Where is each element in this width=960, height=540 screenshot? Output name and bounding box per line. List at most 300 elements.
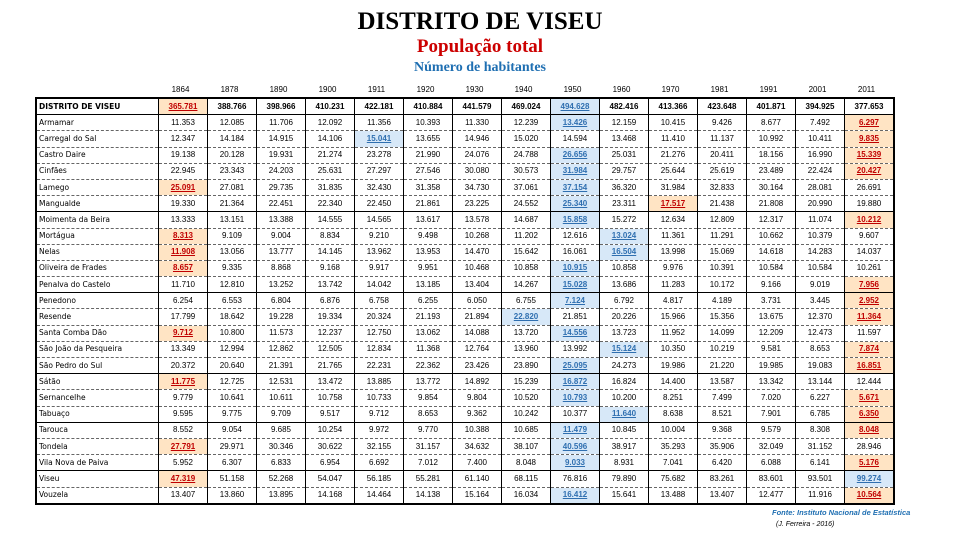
population-cell: 3.445	[796, 293, 845, 309]
population-cell: 9.917	[355, 260, 404, 276]
population-cell: 21.364	[208, 196, 257, 212]
population-cell: 51.158	[208, 471, 257, 487]
population-cell: 14.283	[796, 244, 845, 260]
population-cell: 11.710	[159, 277, 208, 293]
population-cell: 11.353	[159, 115, 208, 131]
population-cell: 10.391	[698, 260, 747, 276]
population-cell: 22.450	[355, 196, 404, 212]
population-cell: 16.034	[502, 487, 551, 504]
population-cell: 25.619	[698, 163, 747, 179]
population-cell: 10.584	[796, 260, 845, 276]
population-cell: 12.209	[747, 325, 796, 341]
municipality-name: Tarouca	[36, 422, 159, 438]
population-cell: 9.976	[649, 260, 698, 276]
municipality-name: Vouzela	[36, 487, 159, 504]
population-cell: 19.138	[159, 147, 208, 163]
population-cell: 8.521	[698, 406, 747, 422]
municipality-name: São João da Pesqueira	[36, 341, 159, 357]
population-cell: 13.333	[159, 212, 208, 228]
table-row	[36, 358, 894, 374]
year-label: 2001	[808, 85, 827, 94]
population-cell: 10.212	[845, 212, 895, 228]
population-cell: 10.004	[649, 422, 698, 438]
population-cell: 13.349	[159, 341, 208, 357]
municipality-name: Moimenta da Beira	[36, 212, 159, 228]
population-cell: 6.954	[306, 455, 355, 471]
population-cell: 38.107	[502, 438, 551, 454]
population-cell: 12.444	[845, 374, 895, 390]
population-cell: 13.388	[257, 212, 306, 228]
population-cell: 8.653	[796, 341, 845, 357]
population-cell: 13.488	[649, 487, 698, 504]
population-cell: 9.581	[747, 341, 796, 357]
population-cell: 13.024	[600, 228, 649, 244]
table-row	[36, 471, 894, 487]
year-label: 1950	[563, 85, 582, 94]
table-row	[36, 390, 894, 406]
population-cell: 13.895	[257, 487, 306, 504]
table-row	[36, 260, 894, 276]
population-cell: 12.317	[747, 212, 796, 228]
table-row	[36, 115, 894, 131]
population-cell: 19.334	[306, 309, 355, 325]
population-cell: 9.210	[355, 228, 404, 244]
population-cell: 28.081	[796, 179, 845, 195]
population-cell: 14.168	[306, 487, 355, 504]
population-cell: 9.595	[159, 406, 208, 422]
population-cell: 11.916	[796, 487, 845, 504]
municipality-name: Resende	[36, 309, 159, 325]
population-cell: 26.691	[845, 179, 895, 195]
population-cell: 15.041	[355, 131, 404, 147]
municipality-name: Penalva do Castelo	[36, 277, 159, 293]
population-cell: 14.555	[306, 212, 355, 228]
population-cell: 11.573	[257, 325, 306, 341]
municipality-name: Penedono	[36, 293, 159, 309]
year-label: 1911	[367, 85, 386, 94]
population-cell: 75.682	[649, 471, 698, 487]
population-cell: 10.219	[698, 341, 747, 357]
population-cell: 410.231	[306, 98, 355, 115]
population-cell: 31.152	[796, 438, 845, 454]
municipality-name: Mangualde	[36, 196, 159, 212]
municipality-name: Cinfães	[36, 163, 159, 179]
population-cell: 9.517	[306, 406, 355, 422]
population-cell: 25.095	[551, 358, 600, 374]
table-row	[36, 455, 894, 471]
population-cell: 15.339	[845, 147, 895, 163]
municipality-name: Tondela	[36, 438, 159, 454]
population-cell: 30.346	[257, 438, 306, 454]
population-cell: 35.293	[649, 438, 698, 454]
population-cell: 34.632	[453, 438, 502, 454]
population-cell: 6.758	[355, 293, 404, 309]
population-cell: 11.952	[649, 325, 698, 341]
population-cell: 9.685	[257, 422, 306, 438]
municipality-name: Sernancelhe	[36, 390, 159, 406]
population-cell: 25.031	[600, 147, 649, 163]
table-row	[36, 309, 894, 325]
population-cell: 377.653	[845, 98, 895, 115]
population-cell: 20.427	[845, 163, 895, 179]
population-cell: 6.785	[796, 406, 845, 422]
population-cell: 12.616	[551, 228, 600, 244]
population-cell: 10.845	[600, 422, 649, 438]
population-cell: 16.851	[845, 358, 895, 374]
population-cell: 19.083	[796, 358, 845, 374]
year-label: 1970	[661, 85, 680, 94]
population-cell: 37.154	[551, 179, 600, 195]
population-cell: 11.202	[502, 228, 551, 244]
population-cell: 15.642	[502, 244, 551, 260]
population-cell: 13.342	[747, 374, 796, 390]
population-cell: 8.868	[257, 260, 306, 276]
population-cell: 5.671	[845, 390, 895, 406]
population-cell: 13.587	[698, 374, 747, 390]
population-cell: 19.228	[257, 309, 306, 325]
table-row	[36, 147, 894, 163]
population-cell: 15.239	[502, 374, 551, 390]
population-cell: 9.335	[208, 260, 257, 276]
population-cell: 29.735	[257, 179, 306, 195]
population-cell: 7.124	[551, 293, 600, 309]
population-cell: 68.115	[502, 471, 551, 487]
population-cell: 13.062	[404, 325, 453, 341]
population-cell: 9.835	[845, 131, 895, 147]
population-cell: 9.166	[747, 277, 796, 293]
population-cell: 21.990	[404, 147, 453, 163]
population-cell: 12.477	[747, 487, 796, 504]
population-cell: 30.573	[502, 163, 551, 179]
population-cell: 13.407	[159, 487, 208, 504]
population-cell: 494.628	[551, 98, 600, 115]
population-cell: 13.953	[404, 244, 453, 260]
population-cell: 14.037	[845, 244, 895, 260]
population-cell: 10.350	[649, 341, 698, 357]
population-cell: 5.176	[845, 455, 895, 471]
population-cell: 19.880	[845, 196, 895, 212]
population-cell: 398.966	[257, 98, 306, 115]
population-cell: 34.730	[453, 179, 502, 195]
population-cell: 20.990	[796, 196, 845, 212]
population-cell: 10.200	[600, 390, 649, 406]
population-cell: 3.731	[747, 293, 796, 309]
population-cell: 9.712	[159, 325, 208, 341]
population-cell: 13.655	[404, 131, 453, 147]
year-label: 1930	[465, 85, 484, 94]
population-cell: 13.468	[600, 131, 649, 147]
population-cell: 7.874	[845, 341, 895, 357]
population-cell: 14.145	[306, 244, 355, 260]
population-cell: 83.261	[698, 471, 747, 487]
population-cell: 22.362	[404, 358, 453, 374]
population-cell: 9.854	[404, 390, 453, 406]
population-cell: 14.106	[306, 131, 355, 147]
population-cell: 36.320	[600, 179, 649, 195]
population-cell: 14.594	[551, 131, 600, 147]
population-cell: 12.834	[355, 341, 404, 357]
population-cell: 12.862	[257, 341, 306, 357]
year-label: 1960	[612, 85, 631, 94]
population-cell: 10.411	[796, 131, 845, 147]
population-cell: 9.426	[698, 115, 747, 131]
population-cell: 10.793	[551, 390, 600, 406]
population-cell: 13.056	[208, 244, 257, 260]
population-cell: 13.723	[600, 325, 649, 341]
population-cell: 6.350	[845, 406, 895, 422]
population-cell: 11.361	[649, 228, 698, 244]
population-cell: 13.860	[208, 487, 257, 504]
population-cell: 30.164	[747, 179, 796, 195]
population-cell: 61.140	[453, 471, 502, 487]
population-cell: 14.556	[551, 325, 600, 341]
population-cell: 22.945	[159, 163, 208, 179]
population-cell: 22.820	[502, 309, 551, 325]
population-cell: 19.330	[159, 196, 208, 212]
population-cell: 21.894	[453, 309, 502, 325]
population-cell: 11.706	[257, 115, 306, 131]
population-cell: 52.268	[257, 471, 306, 487]
population-cell: 7.492	[796, 115, 845, 131]
population-cell: 8.048	[845, 422, 895, 438]
population-cell: 24.788	[502, 147, 551, 163]
municipality-name: Mortágua	[36, 228, 159, 244]
population-cell: 9.004	[257, 228, 306, 244]
population-cell: 9.951	[404, 260, 453, 276]
population-cell: 14.184	[208, 131, 257, 147]
population-cell: 9.019	[796, 277, 845, 293]
population-cell: 12.809	[698, 212, 747, 228]
population-cell: 9.770	[404, 422, 453, 438]
population-cell: 365.781	[159, 98, 208, 115]
population-cell: 10.641	[208, 390, 257, 406]
population-cell: 30.622	[306, 438, 355, 454]
population-cell: 8.677	[747, 115, 796, 131]
population-cell: 15.356	[698, 309, 747, 325]
population-cell: 31.984	[551, 163, 600, 179]
population-cell: 47.319	[159, 471, 208, 487]
population-cell: 4.189	[698, 293, 747, 309]
population-cell: 18.156	[747, 147, 796, 163]
population-cell: 9.109	[208, 228, 257, 244]
population-cell: 6.227	[796, 390, 845, 406]
population-cell: 40.596	[551, 438, 600, 454]
population-cell: 29.971	[208, 438, 257, 454]
population-cell: 22.231	[355, 358, 404, 374]
population-cell: 13.407	[698, 487, 747, 504]
population-cell: 11.410	[649, 131, 698, 147]
population-cell: 10.379	[796, 228, 845, 244]
population-cell: 469.024	[502, 98, 551, 115]
population-cell: 10.393	[404, 115, 453, 131]
municipality-name: Oliveira de Frades	[36, 260, 159, 276]
population-cell: 31.984	[649, 179, 698, 195]
population-cell: 25.644	[649, 163, 698, 179]
population-cell: 4.817	[649, 293, 698, 309]
population-cell: 12.347	[159, 131, 208, 147]
population-cell: 27.791	[159, 438, 208, 454]
population-cell: 21.274	[306, 147, 355, 163]
municipality-name: Carregal do Sal	[36, 131, 159, 147]
population-cell: 10.611	[257, 390, 306, 406]
population-cell: 10.172	[698, 277, 747, 293]
population-cell: 13.426	[551, 115, 600, 131]
population-cell: 10.992	[747, 131, 796, 147]
population-cell: 25.340	[551, 196, 600, 212]
population-cell: 13.144	[796, 374, 845, 390]
population-cell: 2.952	[845, 293, 895, 309]
population-cell: 10.733	[355, 390, 404, 406]
population-cell: 8.638	[649, 406, 698, 422]
population-cell: 19.931	[257, 147, 306, 163]
population-cell: 10.662	[747, 228, 796, 244]
population-cell: 12.085	[208, 115, 257, 131]
population-cell: 14.138	[404, 487, 453, 504]
municipality-name: Armamar	[36, 115, 159, 131]
population-cell: 15.069	[698, 244, 747, 260]
population-cell: 10.415	[649, 115, 698, 131]
population-cell: 11.775	[159, 374, 208, 390]
population-cell: 482.416	[600, 98, 649, 115]
population-cell: 8.048	[502, 455, 551, 471]
population-cell: 7.400	[453, 455, 502, 471]
population-cell: 16.061	[551, 244, 600, 260]
population-cell: 9.498	[404, 228, 453, 244]
year-label: 1864	[171, 85, 190, 94]
population-cell: 11.640	[600, 406, 649, 422]
page-title: DISTRITO DE VISEU	[357, 8, 603, 35]
population-cell: 23.225	[453, 196, 502, 212]
population-cell: 14.618	[747, 244, 796, 260]
table-row	[36, 374, 894, 390]
population-cell: 31.358	[404, 179, 453, 195]
population-cell: 13.617	[404, 212, 453, 228]
population-cell: 27.546	[404, 163, 453, 179]
population-cell: 6.792	[600, 293, 649, 309]
table-row	[36, 179, 894, 195]
population-cell: 9.779	[159, 390, 208, 406]
population-cell: 6.254	[159, 293, 208, 309]
population-cell: 23.426	[453, 358, 502, 374]
population-cell: 15.124	[600, 341, 649, 357]
population-cell: 20.411	[698, 147, 747, 163]
population-cell: 12.810	[208, 277, 257, 293]
municipality-name: Tabuaço	[36, 406, 159, 422]
population-cell: 8.657	[159, 260, 208, 276]
population-cell: 24.552	[502, 196, 551, 212]
population-cell: 12.994	[208, 341, 257, 357]
population-cell: 10.564	[845, 487, 895, 504]
municipality-name: Sátão	[36, 374, 159, 390]
year-label: 1981	[710, 85, 729, 94]
population-cell: 21.193	[404, 309, 453, 325]
population-cell: 9.607	[845, 228, 895, 244]
population-cell: 423.648	[698, 98, 747, 115]
population-cell: 16.824	[600, 374, 649, 390]
population-cell: 10.468	[453, 260, 502, 276]
population-cell: 13.185	[404, 277, 453, 293]
table-row	[36, 406, 894, 422]
population-cell: 413.366	[649, 98, 698, 115]
population-cell: 11.908	[159, 244, 208, 260]
population-cell: 15.966	[649, 309, 698, 325]
population-cell: 16.504	[600, 244, 649, 260]
population-cell: 12.725	[208, 374, 257, 390]
population-cell: 10.254	[306, 422, 355, 438]
year-label: 1890	[269, 85, 288, 94]
table-row	[36, 163, 894, 179]
population-cell: 10.520	[502, 390, 551, 406]
population-cell: 19.985	[747, 358, 796, 374]
population-cell: 16.990	[796, 147, 845, 163]
population-cell: 23.890	[502, 358, 551, 374]
population-cell: 99.274	[845, 471, 895, 487]
population-cell: 83.601	[747, 471, 796, 487]
population-cell: 23.278	[355, 147, 404, 163]
population-cell: 12.370	[796, 309, 845, 325]
population-cell: 19.986	[649, 358, 698, 374]
population-cell: 7.956	[845, 277, 895, 293]
population-cell: 5.952	[159, 455, 208, 471]
population-cell: 21.391	[257, 358, 306, 374]
table-total-row	[36, 98, 894, 115]
population-cell: 388.766	[208, 98, 257, 115]
table-row	[36, 325, 894, 341]
population-cell: 8.251	[649, 390, 698, 406]
population-cell: 10.242	[502, 406, 551, 422]
population-cell: 15.020	[502, 131, 551, 147]
table-row	[36, 228, 894, 244]
population-cell: 22.451	[257, 196, 306, 212]
population-cell: 13.404	[453, 277, 502, 293]
page-subsubtitle: Número de habitantes	[414, 60, 546, 75]
population-cell: 9.033	[551, 455, 600, 471]
population-cell: 401.871	[747, 98, 796, 115]
population-cell: 17.517	[649, 196, 698, 212]
population-cell: 9.054	[208, 422, 257, 438]
population-cell: 9.368	[698, 422, 747, 438]
population-cell: 13.777	[257, 244, 306, 260]
population-cell: 23.489	[747, 163, 796, 179]
population-cell: 13.998	[649, 244, 698, 260]
population-cell: 14.565	[355, 212, 404, 228]
table-row	[36, 438, 894, 454]
population-cell: 8.931	[600, 455, 649, 471]
year-label: 1900	[318, 85, 337, 94]
population-cell: 7.012	[404, 455, 453, 471]
population-cell: 8.834	[306, 228, 355, 244]
population-cell: 55.281	[404, 471, 453, 487]
table-row	[36, 422, 894, 438]
table-row	[36, 131, 894, 147]
population-cell: 6.804	[257, 293, 306, 309]
population-cell: 11.330	[453, 115, 502, 131]
population-cell: 22.424	[796, 163, 845, 179]
population-cell: 21.851	[551, 309, 600, 325]
municipality-name: São Pedro do Sul	[36, 358, 159, 374]
population-cell: 14.042	[355, 277, 404, 293]
population-cell: 27.297	[355, 163, 404, 179]
population-cell: 10.858	[502, 260, 551, 276]
page-subtitle: População total	[416, 36, 544, 57]
population-cell: 10.388	[453, 422, 502, 438]
population-cell: 15.164	[453, 487, 502, 504]
municipality-name: DISTRITO DE VISEU	[36, 98, 159, 115]
population-cell: 8.653	[404, 406, 453, 422]
table-row	[36, 293, 894, 309]
population-cell: 22.340	[306, 196, 355, 212]
population-cell: 26.656	[551, 147, 600, 163]
